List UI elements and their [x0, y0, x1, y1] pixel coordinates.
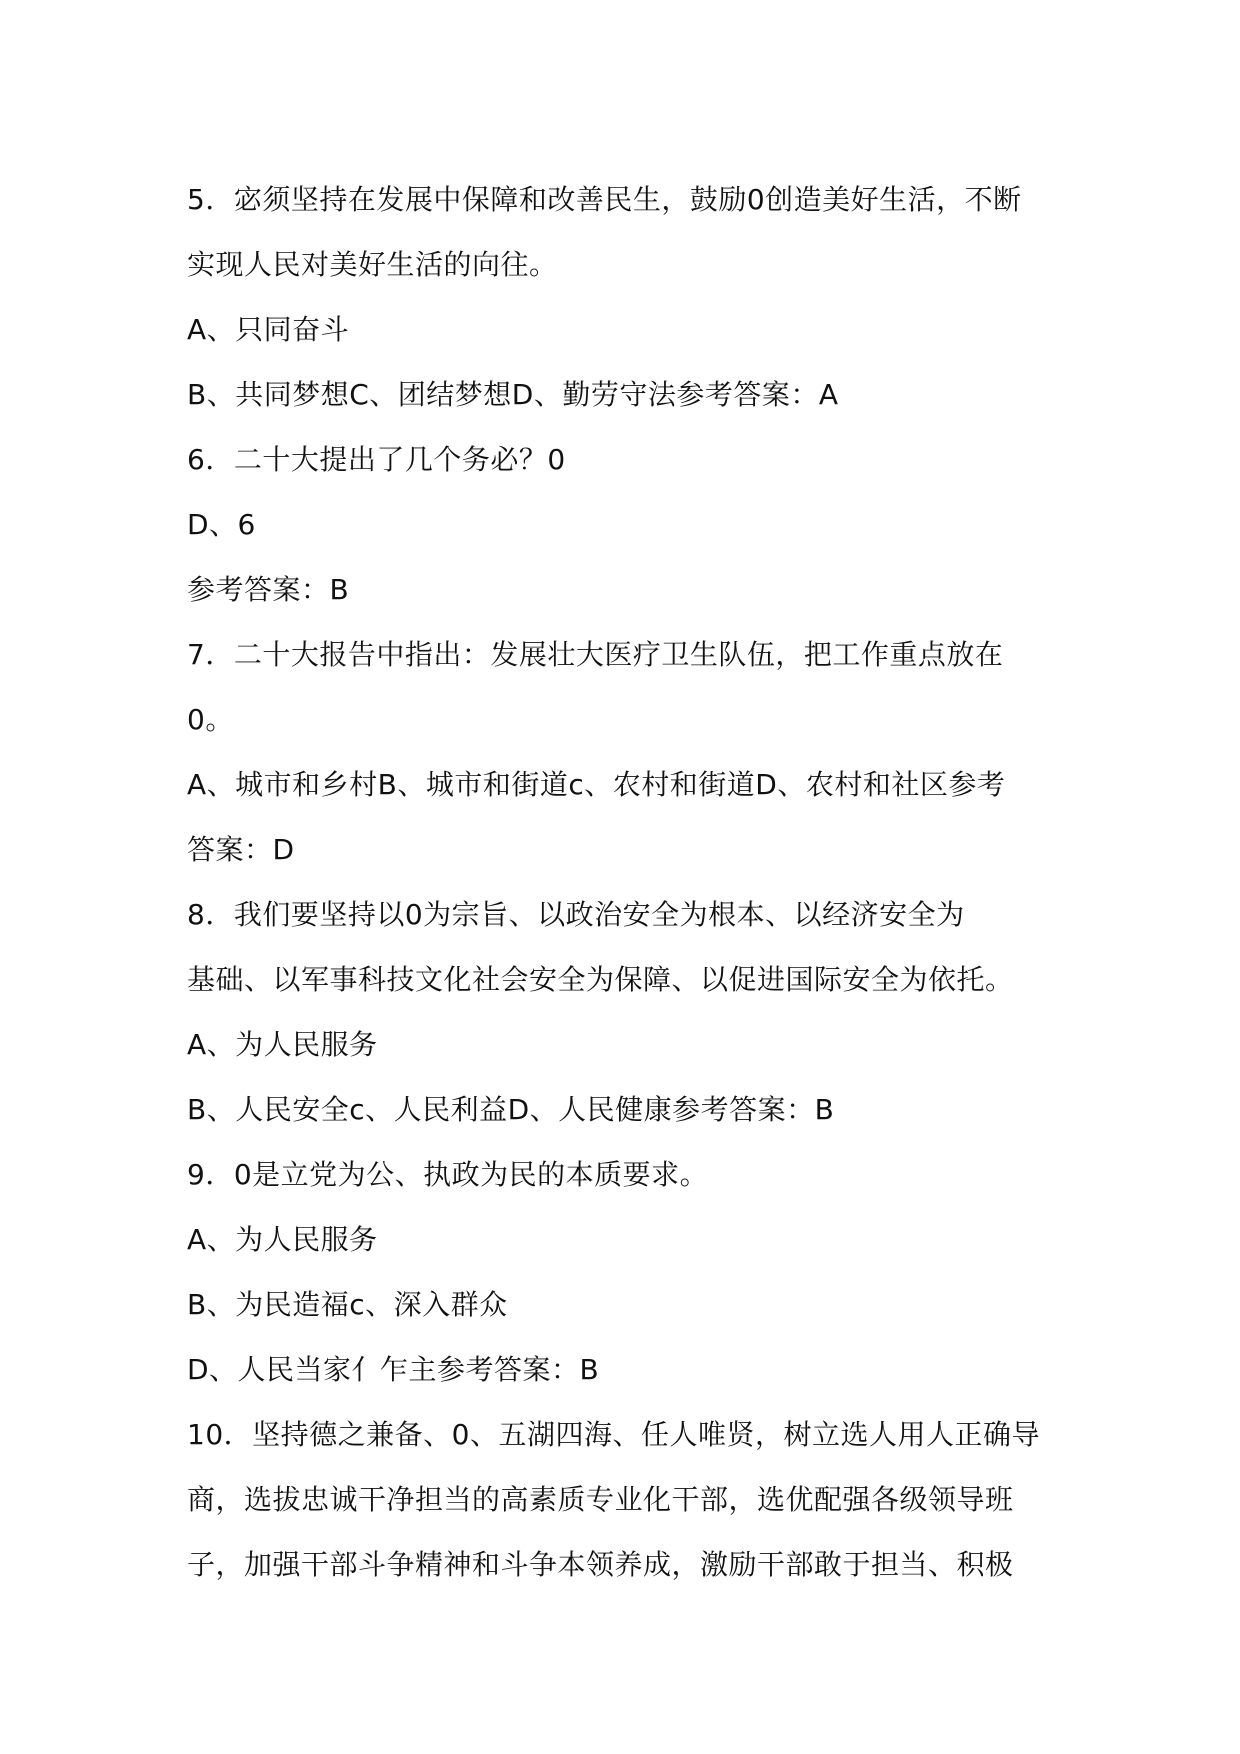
text-line-q9-option-d-answer: D、人民当家亻乍主参考答案：B	[187, 1353, 600, 1386]
text-line-q9-stem: 9．0是立党为公、执政为民的本质要求。	[187, 1158, 709, 1191]
text-line-q8-options-answer: B、人民安全c、人民利益D、人民健康参考答案：B	[187, 1093, 835, 1126]
text-line-q8-stem-2: 基础、以军事科技文化社会安全为保障、以促进国际安全为依托。	[187, 963, 1014, 996]
text-line-q6-stem: 6．二十大提出了几个务必？0	[187, 443, 566, 476]
text-line-q5-options-answer: B、共同梦想C、团结梦想D、勤劳守法参考答案：A	[187, 378, 839, 411]
text-line-q5-stem-1: 5．宓须坚持在发展中保障和改善民生，鼓励0创造美好生活，不断	[187, 183, 1022, 216]
text-line-q5-stem-2: 实现人民对美好生活的向往。	[187, 248, 558, 281]
text-line-q7-stem-1: 7．二十大报告中指出：发展壮大医疗卫生队伍，把工作重点放在	[187, 638, 1004, 671]
text-line-q9-options-bc: B、为民造福c、深入群众	[187, 1288, 508, 1321]
text-line-q9-option-a: A、为人民服务	[187, 1223, 378, 1256]
text-line-q7-stem-2: 0。	[187, 703, 234, 736]
text-line-q8-stem-1: 8．我们要坚持以0为宗旨、以政治安全为根本、以经济安全为	[187, 898, 965, 931]
text-line-q8-option-a: A、为人民服务	[187, 1028, 378, 1061]
text-line-q6-answer: 参考答案：B	[187, 573, 350, 606]
text-line-q7-options: A、城市和乡村B、城市和街道c、农村和街道D、农村和社区参考	[187, 768, 1006, 801]
text-line-q7-answer: 答案：D	[187, 833, 295, 866]
text-line-q10-stem-3: 子，加强干部斗争精神和斗争本领养成，激励干部敢于担当、积极	[187, 1548, 1014, 1581]
text-line-q5-option-a: A、只同奋斗	[187, 313, 350, 346]
question-text-block	[187, 167, 1067, 1597]
text-line-q10-stem-1: 10．坚持德之兼备、0、五湖四海、任人唯贤，树立选人用人正确导	[187, 1418, 1040, 1451]
text-line-q6-option-d: D、6	[187, 508, 256, 541]
text-line-q10-stem-2: 商，选拔忠诚干净担当的高素质专业化干部，选优配强各级领导班	[187, 1483, 1014, 1516]
